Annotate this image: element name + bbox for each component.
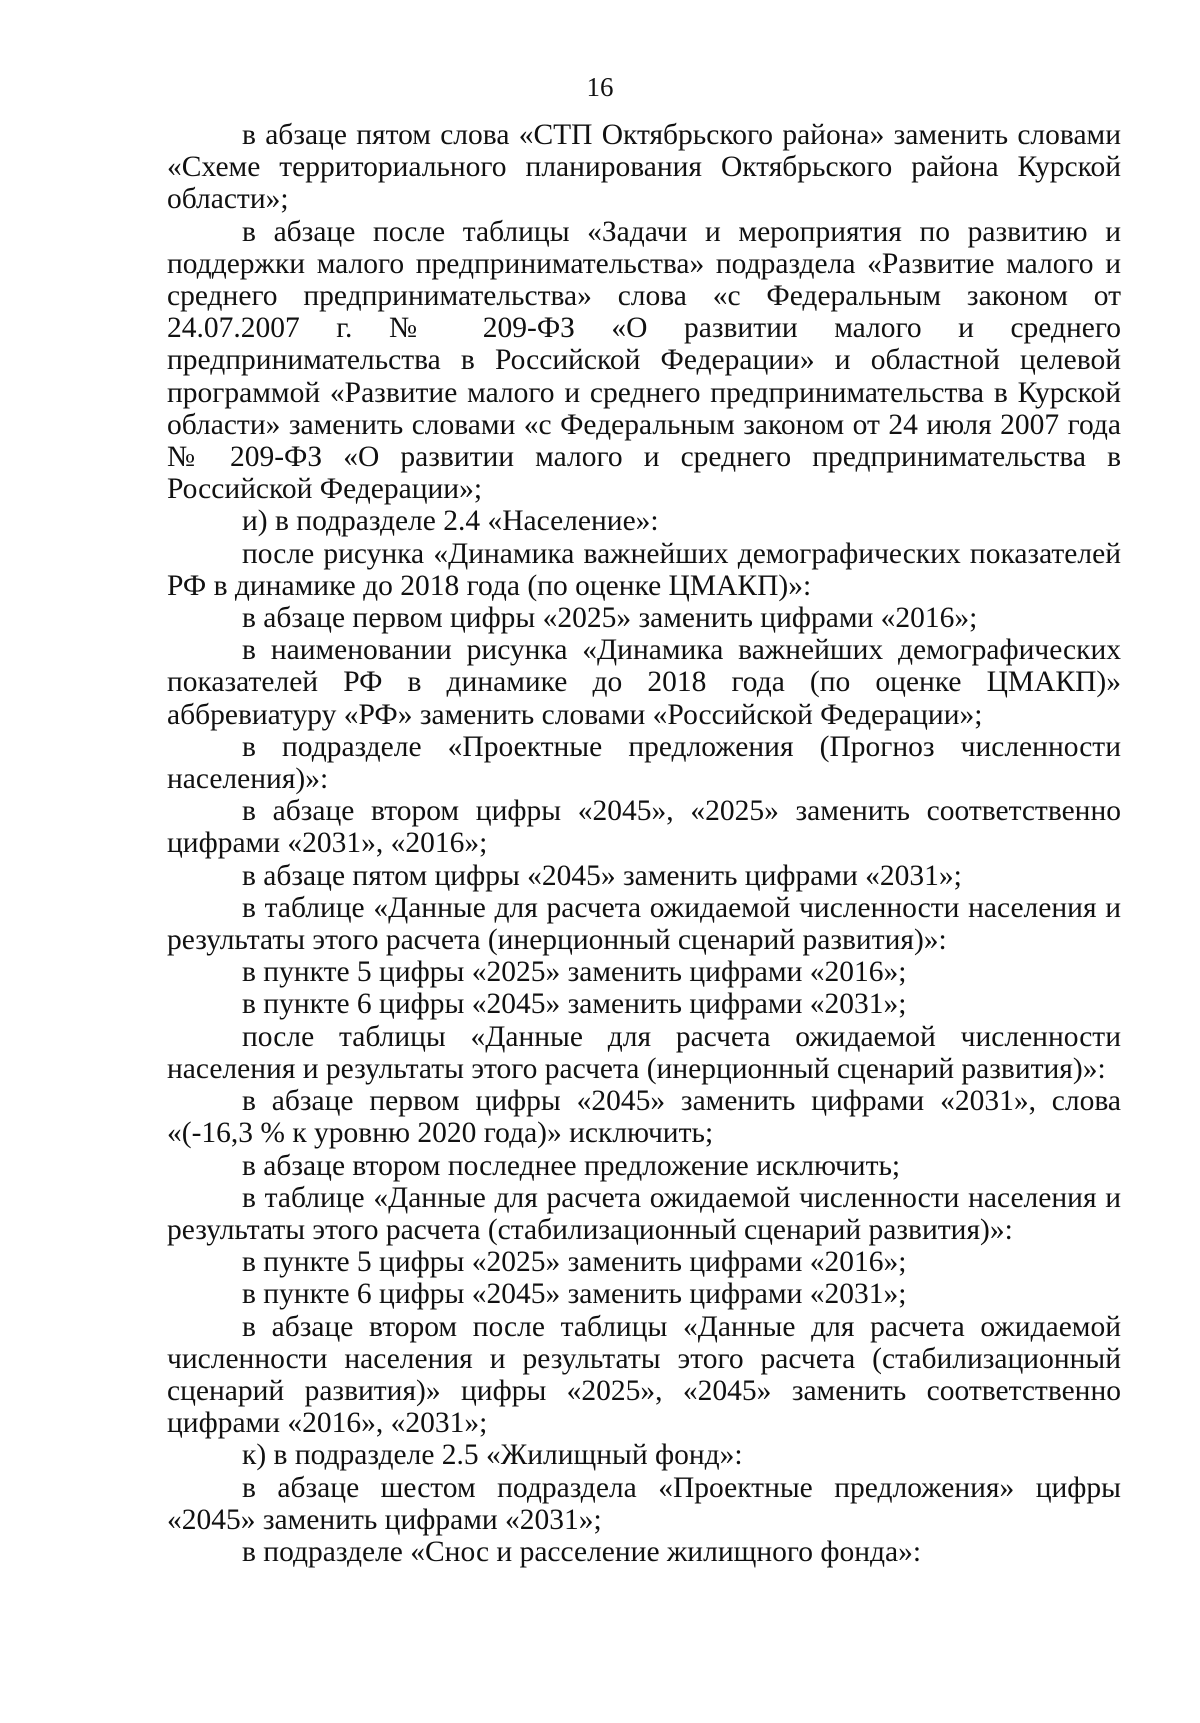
paragraph: в абзаце втором последнее предложение исключить; — [242, 1149, 901, 1182]
paragraph: в подразделе «Проектные предложения (Прогноз численности населения)»: — [167, 730, 1121, 796]
document-body — [167, 119, 1121, 1568]
paragraph: в пункте 6 цифры «2045» заменить цифрами «2031»; — [242, 1278, 907, 1311]
paragraph: в подразделе «Снос и расселение жилищного фонда»: — [242, 1535, 922, 1568]
paragraph: в пункте 6 цифры «2045» заменить цифрами «2031»; — [242, 988, 907, 1021]
paragraph: после таблицы «Данные для расчета ожидаемой численности населения и результаты этого расчета (инерционный сценарий развития)»: — [167, 1020, 1121, 1085]
paragraph: в абзаце после таблицы «Задачи и мероприятия по развитию и поддержки малого предпринимательства» подраздела «Развитие малого и среднего предпринимательства» слова «с Федеральным законом от 24.07.2007 г. № 209-ФЗ «О развитии малого и среднего предпринимательства в Российской Федерации» и областной целевой программой «Развитие малого и среднего предпринимательства в Курской области» заменить словами «с Федеральным законом от 24 июля 2007 года № 209-ФЗ «О развитии малого и среднего предпринимательства в Российской Федерации»; — [167, 215, 1121, 506]
paragraph: в абзаце пятом цифры «2045» заменить цифрами «2031»; — [242, 859, 962, 892]
paragraph: после рисунка «Динамика важнейших демографических показателей РФ в динамике до 2018 года (по оценке ЦМАКП)»: — [167, 537, 1121, 602]
paragraph: в абзаце первом цифры «2045» заменить цифрами «2031», слова «(-16,3 % к уровню 2020 года)» исключить; — [167, 1085, 1121, 1150]
paragraph: в абзаце первом цифры «2025» заменить цифрами «2016»; — [242, 602, 978, 635]
paragraph: к) в подразделе 2.5 «Жилищный фонд»: — [242, 1439, 743, 1472]
paragraph: в абзаце шестом подраздела «Проектные предложения» цифры «2045» заменить цифрами «2031»; — [167, 1471, 1121, 1536]
paragraph: в таблице «Данные для расчета ожидаемой численности населения и результаты этого расчета (стабилизационный сценарий развития)»: — [167, 1181, 1121, 1246]
paragraph: в абзаце втором после таблицы «Данные для расчета ожидаемой численности населения и результаты этого расчета (стабилизационный сценарий развития)» цифры «2025», «2045» заменить соответственно цифрами «2016», «2031»; — [167, 1310, 1121, 1440]
paragraph: в абзаце пятом слова «СТП Октябрьского района» заменить словами «Схеме территориального планирования Октябрьского района Курской области»; — [167, 119, 1121, 216]
paragraph: в наименовании рисунка «Динамика важнейших демографических показателей РФ в динамике до 2018 года (по оценке ЦМАКП)» аббревиатуру «РФ» заменить словами «Российской Федерации»; — [167, 634, 1121, 731]
paragraph: в пункте 5 цифры «2025» заменить цифрами «2016»; — [242, 1246, 907, 1279]
paragraph: в абзаце втором цифры «2045», «2025» заменить соответственно цифрами «2031», «2016»; — [167, 795, 1121, 860]
page-number: 16 — [586, 72, 614, 102]
paragraph: в таблице «Данные для расчета ожидаемой численности населения и результаты этого расчета (инерционный сценарий развития)»: — [167, 891, 1121, 957]
paragraph: и) в подразделе 2.4 «Население»: — [242, 505, 659, 538]
paragraph: в пункте 5 цифры «2025» заменить цифрами «2016»; — [242, 956, 907, 989]
